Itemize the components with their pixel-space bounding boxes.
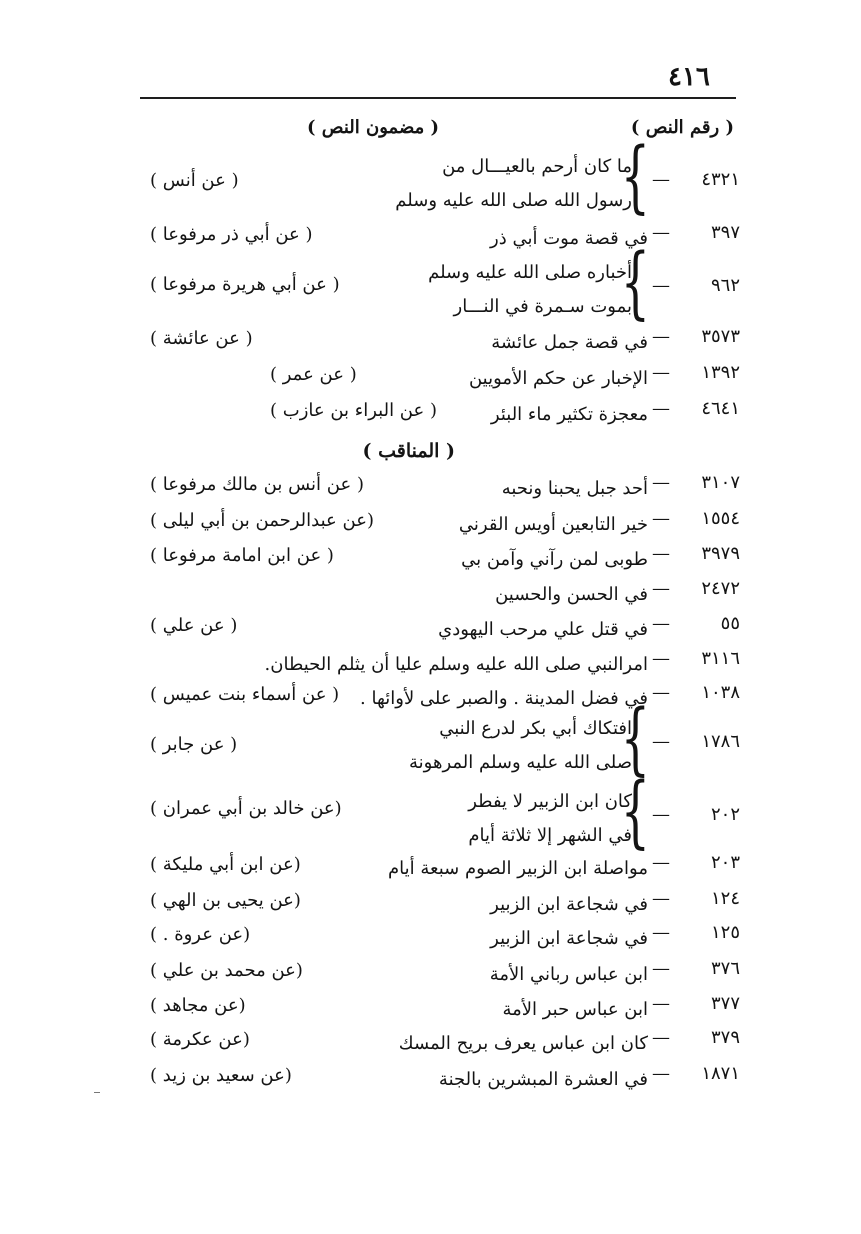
narrator-source: (عن محمد بن علي ) xyxy=(150,960,303,981)
text-content-line: ما كان أرحم بالعيـــال من xyxy=(442,156,632,177)
column-header-number: ( رقم النص ) xyxy=(630,117,734,138)
narrator-source: ( عن عائشة ) xyxy=(150,328,253,349)
text-content-line: في فضل المدينة . والصبر على لأوائها . xyxy=(360,688,648,709)
text-content xyxy=(490,922,648,956)
text-number: ١٢٤ xyxy=(710,888,740,909)
entry-dash: — xyxy=(652,543,670,564)
text-content-line: الإخبار عن حكم الأمويين xyxy=(468,368,648,389)
text-content xyxy=(438,613,648,647)
narrator-source: ( عن جابر ) xyxy=(150,734,238,755)
index-entry xyxy=(120,130,740,224)
index-entry xyxy=(120,578,740,612)
index-entry xyxy=(120,993,740,1027)
entry-dash: — xyxy=(652,682,670,703)
text-content-line: ابن عباس حبر الأمة xyxy=(502,999,648,1020)
text-content-line: بموت سـمرة في النـــار xyxy=(453,296,632,317)
text-number: ٣٩٧٩ xyxy=(701,543,740,564)
entry-dash: — xyxy=(652,1027,670,1048)
index-entry xyxy=(120,1063,740,1097)
text-number: ٣١١٦ xyxy=(701,648,740,669)
brace-mark: } xyxy=(620,236,650,328)
narrator-source: ( عن البراء بن عازب ) xyxy=(270,400,437,421)
text-content xyxy=(490,958,648,992)
text-content-line: كان ابن الزبير لا يفطر xyxy=(468,791,632,812)
text-content xyxy=(491,398,648,432)
entry-dash: — xyxy=(652,613,670,634)
text-content-line: في الحسن والحسين xyxy=(495,584,648,605)
narrator-source: ( عن علي ) xyxy=(150,615,238,636)
text-content xyxy=(461,543,648,577)
index-entry xyxy=(120,398,740,432)
narrator-source: (عن يحيى بن الهي ) xyxy=(150,890,301,911)
narrator-source: (عن عروة . ) xyxy=(150,924,251,945)
text-content-line: طوبى لمن رآني وآمن بي xyxy=(461,549,648,570)
narrator-source: ( عن أبي ذر مرفوعا ) xyxy=(150,224,313,245)
text-number: ٢٠٢ xyxy=(710,804,740,825)
text-content xyxy=(468,785,632,853)
index-entry xyxy=(120,362,740,396)
index-entry xyxy=(120,765,740,859)
index-entry xyxy=(120,472,740,506)
text-content-line: في شجاعة ابن الزبير xyxy=(490,894,648,915)
entry-dash: — xyxy=(652,993,670,1014)
narrator-source: (عن خالد بن أبي عمران ) xyxy=(150,798,342,819)
entry-dash: — xyxy=(652,508,670,529)
text-number: ٩٦٢ xyxy=(710,275,740,296)
text-content-line: في العشرة المبشرين بالجنة xyxy=(438,1069,648,1090)
entry-dash: — xyxy=(652,362,670,383)
text-number: ٤٣٢١ xyxy=(701,169,740,190)
text-content-line: افتكاك أبي بكر لدرع النبي xyxy=(439,718,632,739)
text-number: ٢٤٧٢ xyxy=(701,578,740,599)
entry-dash: — xyxy=(652,578,670,599)
column-header-content: ( مضمون النص ) xyxy=(307,117,439,138)
narrator-source: ( عن عمر ) xyxy=(270,364,357,385)
entry-dash: — xyxy=(652,804,670,825)
narrator-source: (عن عبدالرحمن بن أبي ليلى ) xyxy=(150,510,374,531)
narrator-source: (عن ابن أبي مليكة ) xyxy=(150,854,301,875)
text-content-line: في قصة جمل عائشة xyxy=(491,332,648,353)
entry-dash: — xyxy=(652,731,670,752)
text-content xyxy=(409,712,632,780)
text-content xyxy=(388,852,648,886)
text-content-line: في شجاعة ابن الزبير xyxy=(490,928,648,949)
text-content-line: كان ابن عباس يعرف بريح المسك xyxy=(398,1033,648,1054)
page-number: ٤١٦ xyxy=(668,62,710,92)
text-number: ٣٧٩ xyxy=(710,1027,740,1048)
index-entry xyxy=(120,888,740,922)
text-content-line: صلى الله عليه وسلم المرهونة xyxy=(409,752,632,773)
text-number: ٢٠٣ xyxy=(710,852,740,873)
index-entry xyxy=(120,1027,740,1061)
index-entry xyxy=(120,922,740,956)
brace-mark: } xyxy=(620,765,650,857)
brace-mark: } xyxy=(620,692,650,784)
text-number: ١٥٥٤ xyxy=(701,508,740,529)
text-content xyxy=(469,362,648,396)
text-content xyxy=(265,648,648,682)
text-content-line: في الشهر إلا ثلاثة أيام xyxy=(468,825,632,846)
text-content xyxy=(360,682,648,716)
text-content xyxy=(491,326,648,360)
entry-dash: — xyxy=(652,852,670,873)
brace-mark: } xyxy=(620,130,650,222)
text-number: ١٠٣٨ xyxy=(701,682,740,703)
narrator-source: ( عن أنس ) xyxy=(150,170,239,191)
index-entry xyxy=(120,508,740,542)
text-content-line: مواصلة ابن الزبير الصوم سبعة أيام xyxy=(388,858,648,879)
text-content xyxy=(399,1027,648,1061)
text-content xyxy=(395,150,632,218)
index-entry xyxy=(120,958,740,992)
narrator-source: ( عن أبي هريرة مرفوعا ) xyxy=(150,274,340,295)
text-number: ٣٧٧ xyxy=(710,993,740,1014)
entry-dash: — xyxy=(652,222,670,243)
narrator-source: (عن عكرمة ) xyxy=(150,1029,250,1050)
text-content-line: امرالنبي صلى الله عليه وسلم عليا أن يثلم الحيطان. xyxy=(264,654,648,675)
entry-dash: — xyxy=(652,326,670,347)
text-number: ٣٧٦ xyxy=(710,958,740,979)
entry-dash: — xyxy=(652,472,670,493)
text-content xyxy=(459,508,648,542)
text-number: ٥٥ xyxy=(720,613,740,634)
section-title: ( المناقب ) xyxy=(362,440,455,462)
narrator-source: ( عن أنس بن مالك مرفوعا ) xyxy=(150,474,364,495)
entry-dash: — xyxy=(652,888,670,909)
entry-dash: — xyxy=(652,1063,670,1084)
entry-dash: — xyxy=(652,648,670,669)
text-content xyxy=(490,888,648,922)
entry-dash: — xyxy=(652,958,670,979)
index-entry xyxy=(120,852,740,886)
text-number: ٣٥٧٣ xyxy=(701,326,740,347)
entry-dash: — xyxy=(652,398,670,419)
narrator-source: (عن مجاهد ) xyxy=(150,995,246,1016)
entry-dash: — xyxy=(652,275,670,296)
text-content-line: أخباره صلى الله عليه وسلم xyxy=(428,262,632,283)
index-entry xyxy=(120,543,740,577)
index-entry xyxy=(120,648,740,682)
index-entry xyxy=(120,326,740,360)
text-content xyxy=(428,256,632,324)
text-content-line: معجزة تكثير ماء البئر xyxy=(490,404,648,425)
text-number: ٣١٠٧ xyxy=(701,472,740,493)
text-content-line: في قصة موت أبي ذر xyxy=(490,228,648,249)
text-number: ١٢٥ xyxy=(710,922,740,943)
stray-mark xyxy=(94,1092,100,1093)
text-content-line: رسول الله صلى الله عليه وسلم xyxy=(395,190,632,211)
narrator-source: ( عن أسماء بنت عميس ) xyxy=(150,684,340,705)
text-number: ١٣٩٢ xyxy=(701,362,740,383)
text-number: ١٧٨٦ xyxy=(701,731,740,752)
narrator-source: (عن سعيد بن زيد ) xyxy=(150,1065,292,1086)
text-content xyxy=(502,472,648,506)
entry-dash: — xyxy=(652,922,670,943)
text-content-line: في قتل علي مرحب اليهودي xyxy=(438,619,648,640)
narrator-source: ( عن ابن امامة مرفوعا ) xyxy=(150,545,334,566)
text-content-line: خير التابعين أويس القرني xyxy=(458,514,648,535)
text-content-line: أحد جبل يحبنا ونحبه xyxy=(501,478,648,499)
text-content xyxy=(495,578,648,612)
text-content-line: ابن عباس رباني الأمة xyxy=(489,964,648,985)
text-number: ٣٩٧ xyxy=(710,222,740,243)
text-content xyxy=(439,1063,648,1097)
text-content xyxy=(502,993,648,1027)
text-number: ١٨٧١ xyxy=(701,1063,740,1084)
entry-dash: — xyxy=(652,169,670,190)
text-number: ٤٦٤١ xyxy=(701,398,740,419)
index-entry xyxy=(120,613,740,647)
